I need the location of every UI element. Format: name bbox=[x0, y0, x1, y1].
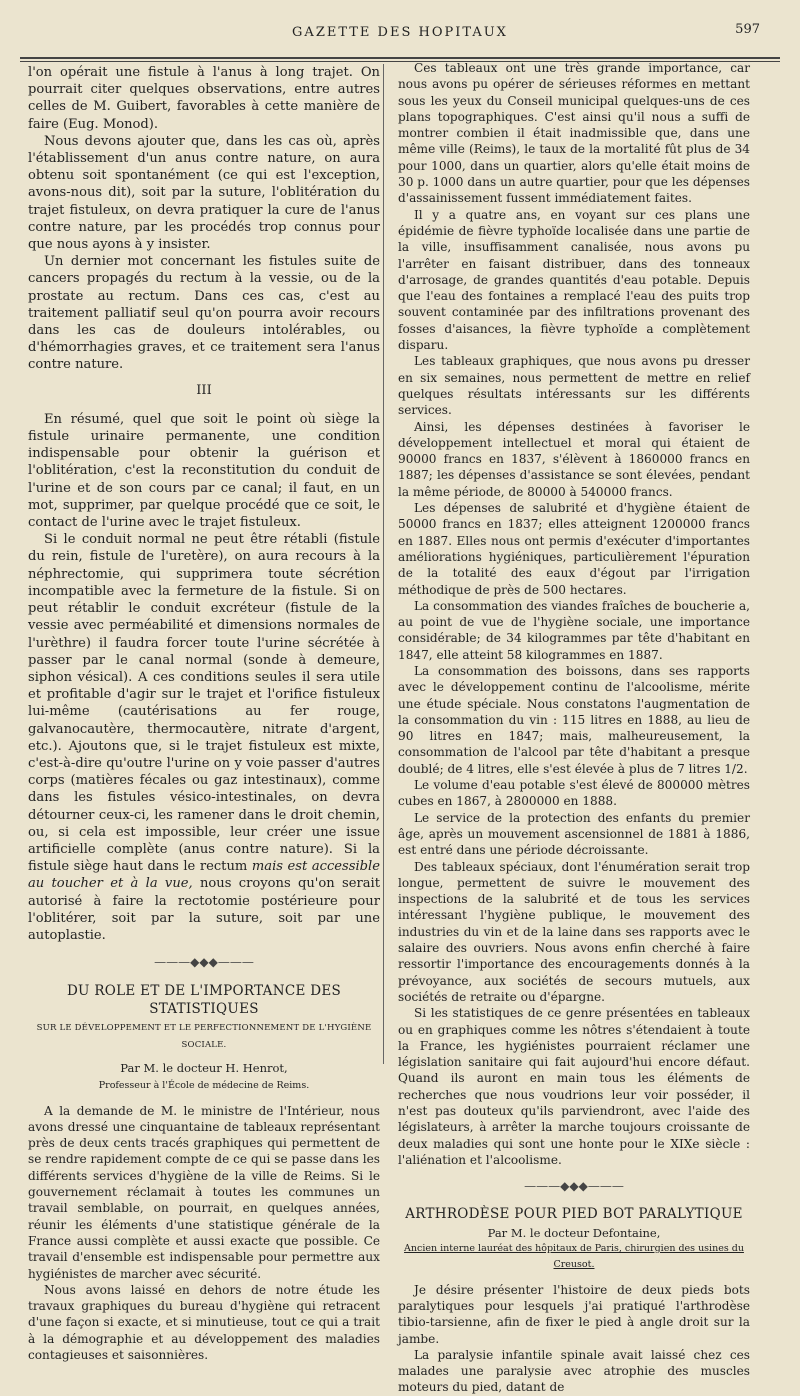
paragraph-text: nous croyons qu'on serait autorisé à faire la rectotomie postérieure pour l'oblitérer, soit par la suture, soit par une autoplastie. bbox=[28, 876, 380, 943]
paragraph: La consommation des viandes fraîches de boucherie a, au point de vue de l'hygiène sociale, une importance considérable; de 34 kilogrammes par tête d'habitant en 1847, elle atteint 58 kilogrammes en 1887. bbox=[398, 598, 750, 662]
header-rule bbox=[20, 57, 780, 59]
paragraph: l'on opérait une fistule à l'anus à long trajet. On pourrait citer quelques observations, entre autres celles de M. Guibert, favorables à cette manière de faire (Eug. Monod). bbox=[28, 65, 380, 132]
paragraph: La paralysie infantile spinale avait laissé chez ces malades une paralysie avec atrophie des muscles moteurs du pied, datant de bbox=[398, 1347, 750, 1395]
right-column bbox=[398, 60, 750, 1396]
paragraph: Ces tableaux ont une très grande importance, car nous avons pu opérer de sérieuses réformes en mettant sous les yeux du Conseil municipal quelques-uns de ces plans topographiques. C'est ainsi qu'il nous a suffi de montrer combien il était inadmissible que, dans une même ville (Reims), le taux de la mortalité fût plus de 34 pour 1000, dans un quartier, alors qu'elle était moins de 30 p. 1000 dans un autre quartier, pour que les dépenses d'assainissement fussent immédiatement faites. bbox=[398, 61, 750, 206]
paragraph: Nous avons laissé en dehors de notre étude les travaux graphiques du bureau d'hygiène qui retracent d'une façon si exacte, et si minutieuse, tout ce qui a trait à la démographie et au développement des maladies contagieuses et saisonnières. bbox=[28, 1282, 380, 1363]
left-column bbox=[28, 64, 380, 1363]
page-header bbox=[40, 20, 760, 44]
running-title: GAZETTE DES HOPITAUX bbox=[292, 25, 508, 40]
section-ornament: ———◆◆◆——— bbox=[154, 955, 254, 970]
paragraph: La consommation des boissons, dans ses rapports avec le développement continu de l'alcoolisme, mérite une étude spéciale. Nous constatons l'augmentation de la consommation du vin : 115 litres en 1888, au lieu de 90 litres en 1847; mais, malheureusement, la consommation de l'alcool par tête d'habitant a presque doublé; de 4 litres, elle s'est élevée à plus de 7 litres 1/2. bbox=[398, 663, 750, 776]
paragraph: Ainsi, les dépenses destinées à favoriser le développement intellectuel et moral qui étaient de 90000 francs en 1837, s'élèvent à 1860000 francs en 1887; les dépenses d'assistance se sont élevées, pendant la même période, de 80000 à 540000 francs. bbox=[398, 419, 750, 499]
italic-phrase: mais est accessible au toucher et à la vue, bbox=[28, 859, 380, 892]
section-number: III bbox=[196, 382, 212, 398]
article-author: Par M. le docteur H. Henrot, bbox=[120, 1061, 288, 1076]
paragraph: A la demande de M. le ministre de l'Intérieur, nous avons dressé une cinquantaine de tableaux représentant près de deux cents tracés graphiques qui permettent de se rendre rapidement compte de ce qui se passe dans les différents services d'hygiène de la ville de Reims. Si le gouvernement réclamait à toutes les communes un travail semblable, on pourrait, en quelques années, réunir les éléments d'une statistique générale de la France aussi complète et aussi exacte que possible. Ce travail d'ensemble est indispensable pour permettre aux hygiénistes de marcher avec sécurité. bbox=[28, 1103, 380, 1281]
paragraph: Je désire présenter l'histoire de deux pieds bots paralytiques pour lesquels j'ai pratiqué l'arthrodèse tibio-tarsienne, afin de fixer le pied à angle droit sur la jambe. bbox=[398, 1282, 750, 1346]
paragraph: Le volume d'eau potable s'est élevé de 800000 mètres cubes en 1867, à 2800000 en 1888. bbox=[398, 778, 750, 809]
paragraph-text: Si le conduit normal ne peut être rétabli (fistule du rein, fistule de l'uretère), on aura recours à la néphrectomie, qui supprimera toute sécrétion incompatible avec la fermeture de la fistule. Si on peut rétablir le conduit excréteur (fistule de la vessie avec perméabilité et dimensions normales de l'urèthre) il faudra forcer toute l'urine sécrétée à passer par le canal normal (sonde à demeure, siphon vésical). A ces conditions seules il sera utile et profitable d'agir sur le trajet et l'orifice fistuleux lui-même (cautérisations au fer rouge, galvanocautère, thermocautère, nitrate d'argent, etc.). Ajoutons que, si le trajet fistuleux est mixte, c'est-à-dire qu'outre l'urine on y voie passer d'autres corps (matières fécales ou gaz intestinaux), comme dans les fistules vésico-intestinales, on devra détourner ceux-ci, les ramener dans le droit chemin, ou, si cela est impossible, leur créer une issue artificielle complète (anus contre nature). Si la fistule siège haut dans le rectum bbox=[28, 532, 380, 875]
article-affiliation: Ancien interne lauréat des hôpitaux de Paris, chirurgien des usines du Creusot. bbox=[404, 1243, 744, 1271]
paragraph: Des tableaux spéciaux, dont l'énumération serait trop longue, permettent de suivre le mouvement des inspections de la salubrité et de tous les services intéressant l'hygiène publique, le mouvement des industries du vin et de la laine dans ses rapports avec le salaire des ouvriers. Nous avons enfin cherché à faire ressortir l'importance des encouragements donnés à la prévoyance, aux sociétés de secours mutuels, aux sociétés de retraite ou d'épargne. bbox=[398, 859, 750, 1004]
paragraph: En résumé, quel que soit le point où siège la fistule urinaire permanente, une condition indispensable pour obtenir la guérison et l'oblitération, c'est la reconstitution du conduit de l'urine et de son cours par ce canal; il faut, en un mot, supprimer, par quelque procédé que ce soit, le contact de l'urine avec le trajet fistuleux. bbox=[28, 411, 380, 531]
page-number: 597 bbox=[735, 22, 760, 37]
article-title: DU ROLE ET DE L'IMPORTANCE DES STATISTIQUES bbox=[66, 983, 342, 1017]
article-affiliation: Professeur à l'École de médecine de Reims. bbox=[98, 1080, 310, 1092]
paragraph: Il y a quatre ans, en voyant sur ces plans une épidémie de fièvre typhoïde localisée dans une partie de la ville, insuffisamment canalisée, nous avons pu l'arrêter en faisant distribuer, dans des tonneaux d'arrosage, de grandes quantités d'eau potable. Depuis que l'eau des fontaines a remplacé l'eau des puits trop souvent contaminée par des infiltrations provenant des fosses d'aisances, la fièvre typhoïde a complètement disparu. bbox=[398, 207, 750, 353]
article-author: Par M. le docteur Defontaine, bbox=[487, 1225, 661, 1240]
paragraph bbox=[28, 531, 380, 944]
paragraph: Un dernier mot concernant les fistules suite de cancers propagés du rectum à la vessie, ou de la prostate au rectum. Dans ces cas, c'est au traitement palliatif seul qu'on pourra avoir recours dans les cas de douleurs intolérables, ou d'hémorrhagies graves, et ce traitement sera l'anus contre nature. bbox=[28, 254, 380, 373]
article-subtitle: SUR LE DÉVELOPPEMENT ET LE PERFECTIONNEMENT DE L'HYGIÈNE SOCIALE. bbox=[36, 1022, 372, 1050]
paragraph: Nous devons ajouter que, dans les cas où, après l'établissement d'un anus contre nature, on aura obtenu soit spontanément (ce qui est l'exception, avons-nous dit), soit par la suture, l'oblitération du trajet fistuleux, on devra pratiquer la cure de l'anus contre nature, par les procédés trop connus pour que nous ayons à y insister. bbox=[28, 133, 380, 253]
paragraph: Les dépenses de salubrité et d'hygiène étaient de 50000 francs en 1837; elles atteignent 1200000 francs en 1887. Elles nous ont permis d'exécuter d'importantes améliorations hygiéniques, particulièrement l'épuration de la totalité des eaux d'égout par l'irrigation méthodique de près de 500 hectares. bbox=[398, 501, 750, 597]
paragraph: Si les statistiques de ce genre présentées en tableaux ou en graphiques comme les nôtres s'étendaient à toute la France, les hygiénistes pourraient réclamer une législation sanitaire qui fait aujourd'hui encore défaut. Quand ils auront en main tous les éléments de recherches que nous voudrions leur voir posséder, il n'est pas douteux qu'ils parviendront, avec l'aide des législateurs, à arrêter la marche toujours croissante de deux maladies qui sont une honte pour le XIXe siècle : l'aliénation et l'alcoolisme. bbox=[398, 1006, 750, 1167]
paragraph: Le service de la protection des enfants du premier âge, après un mouvement ascensionnel de 1881 à 1886, est entré dans une période décroissante. bbox=[398, 810, 750, 858]
paragraph: Les tableaux graphiques, que nous avons pu dresser en six semaines, nous permettent de mettre en relief quelques résultats intéressants sur les différents services. bbox=[398, 354, 750, 418]
section-ornament: ———◆◆◆——— bbox=[524, 1179, 624, 1194]
article-title: ARTHRODÈSE POUR PIED BOT PARALYTIQUE bbox=[405, 1206, 743, 1223]
column-divider bbox=[383, 64, 384, 1064]
